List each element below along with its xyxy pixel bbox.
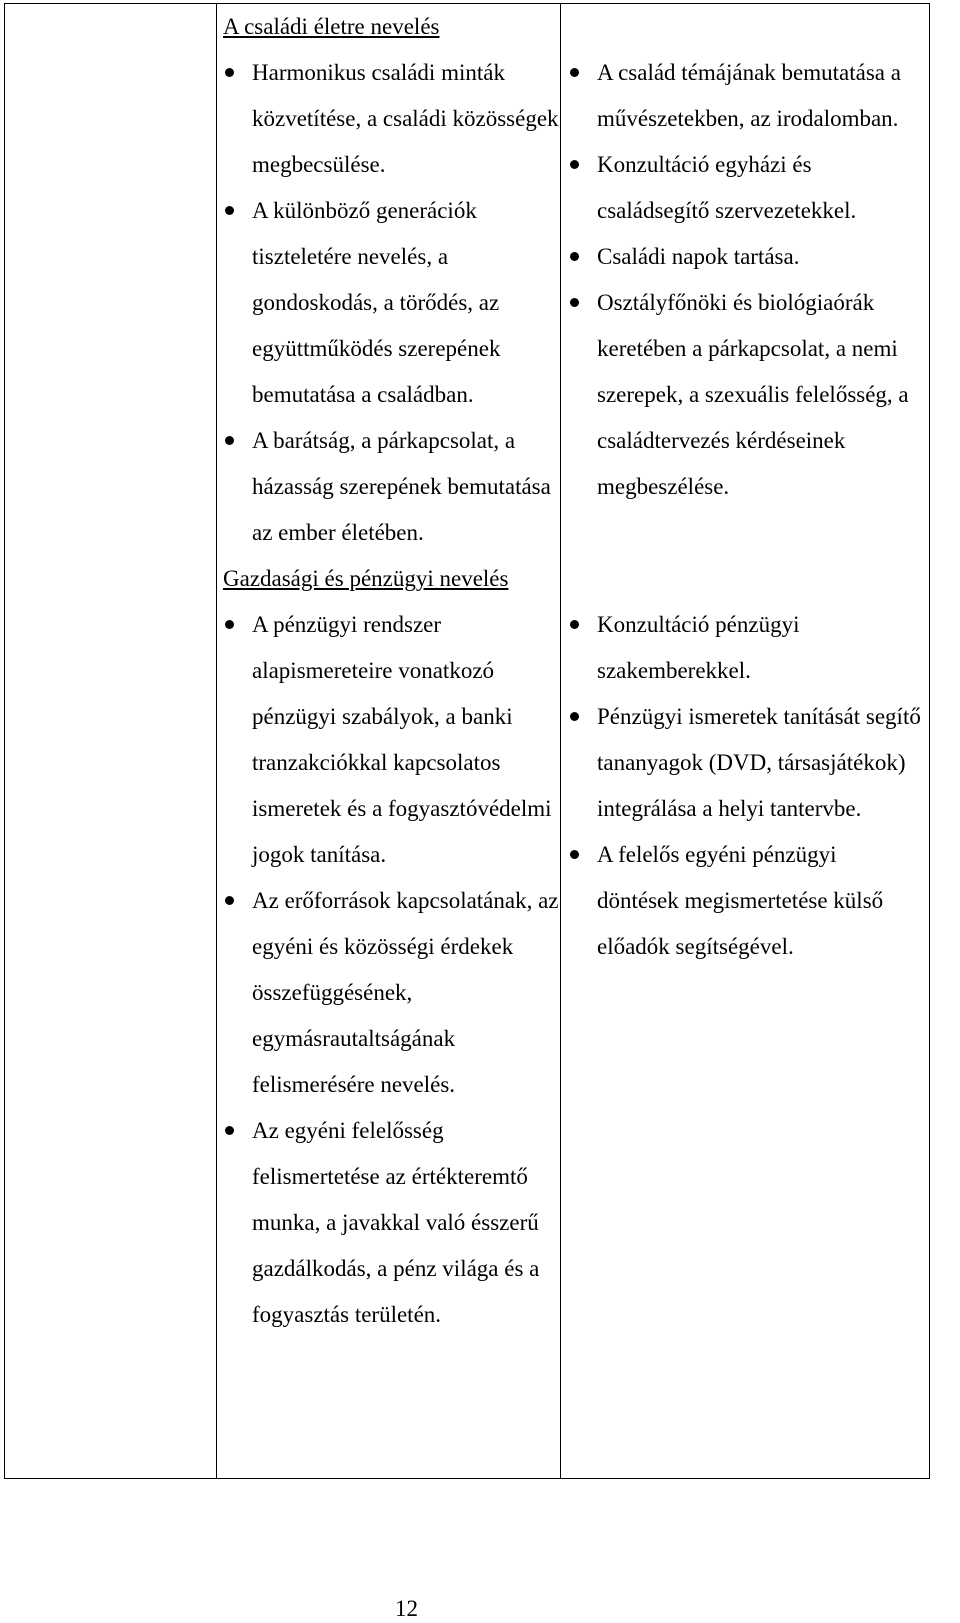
section-heading-family: A családi életre nevelés	[223, 14, 440, 39]
bullet-icon	[570, 712, 579, 721]
list-item: Családi napok tartása.	[568, 234, 922, 280]
list-item: A barátság, a párkapcsolat, a házasság szerepének bemutatása az ember életében.	[223, 418, 563, 556]
list-item: Konzultáció pénzügyi szakemberekkel.	[568, 602, 922, 694]
content-table	[4, 3, 930, 1479]
list-item: A felelős egyéni pénzügyi döntések megismertetése külső előadók segítségével.	[568, 832, 922, 970]
activities-column	[568, 4, 922, 970]
page-number: 12	[395, 1596, 418, 1621]
topics-column	[223, 4, 563, 1338]
list-item: Az erőforrások kapcsolatának, az egyéni és közösségi érdekek összefüggésének, egymásrautaltságának felismerésére nevelés.	[223, 878, 563, 1108]
bullet-icon	[225, 896, 234, 905]
bullet-icon	[570, 850, 579, 859]
bullet-icon	[570, 252, 579, 261]
list-item: A család témájának bemutatása a művészetekben, az irodalomban.	[568, 50, 922, 142]
bullet-icon	[570, 160, 579, 169]
list-item: Osztályfőnöki és biológiaórák keretében a párkapcsolat, a nemi szerepek, a szexuális felelősség, a családtervezés kérdéseinek megbeszélése.	[568, 280, 922, 510]
bullet-icon	[225, 620, 234, 629]
section-heading-finance: Gazdasági és pénzügyi nevelés	[223, 566, 509, 591]
bullet-icon	[225, 436, 234, 445]
list-item: A különböző generációk tiszteletére nevelés, a gondoskodás, a törődés, az együttműködés szerepének bemutatása a családban.	[223, 188, 563, 418]
column-divider-1	[216, 4, 217, 1478]
finance-activities-list	[568, 602, 922, 970]
family-activities-list	[568, 50, 922, 510]
bullet-icon	[570, 68, 579, 77]
bullet-icon	[570, 620, 579, 629]
list-item: Pénzügyi ismeretek tanítását segítő tananyagok (DVD, társasjátékok) integrálása a helyi tantervbe.	[568, 694, 922, 832]
list-item: Harmonikus családi minták közvetítése, a családi közösségek megbecsülése.	[223, 50, 563, 188]
bullet-icon	[225, 1126, 234, 1135]
bullet-icon	[225, 206, 234, 215]
bullet-icon	[570, 298, 579, 307]
list-item: A pénzügyi rendszer alapismereteire vonatkozó pénzügyi szabályok, a banki tranzakciókkal kapcsolatos ismeretek és a fogyasztóvédelmi jogok tanítása.	[223, 602, 563, 878]
list-item: Konzultáció egyházi és családsegítő szervezetekkel.	[568, 142, 922, 234]
family-topics-list	[223, 50, 563, 556]
list-item: Az egyéni felelősség felismertetése az értékteremtő munka, a javakkal való ésszerű gazdálkodás, a pénz világa és a fogyasztás területén.	[223, 1108, 563, 1338]
bullet-icon	[225, 68, 234, 77]
finance-topics-list	[223, 602, 563, 1338]
